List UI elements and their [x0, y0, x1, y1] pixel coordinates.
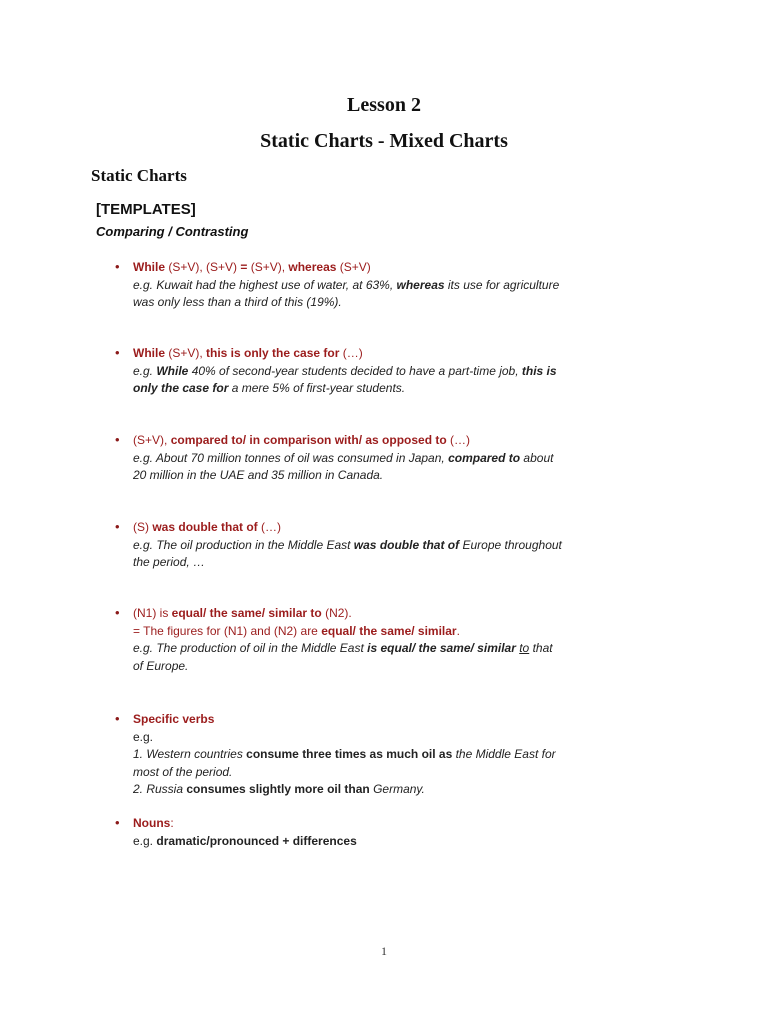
example-line	[133, 746, 595, 764]
example-line	[133, 623, 595, 641]
text-run: most of the period.	[133, 764, 233, 779]
text-run: (S+V),	[133, 433, 171, 447]
text-run: whereas	[396, 277, 445, 292]
text-run: While	[133, 260, 165, 274]
text-run: its use for agriculture	[444, 277, 560, 292]
text-run: dramatic/pronounced + differences	[156, 833, 357, 848]
template-body	[133, 711, 595, 799]
text-run: Nouns	[133, 816, 171, 830]
text-run: the Middle East for	[452, 747, 556, 761]
template-item-only-the-case-for	[115, 345, 595, 398]
bullet-icon: •	[115, 711, 120, 726]
text-run: While	[156, 363, 189, 378]
example-line	[133, 380, 595, 398]
text-run: 20 million in the UAE and 35 million in Canada.	[133, 468, 384, 482]
template-pattern	[133, 432, 595, 450]
example-line	[133, 294, 595, 312]
text-run: = The figures for (N1) and (N2) are	[133, 623, 322, 638]
template-item-double-that-of	[115, 519, 595, 572]
text-run: of Europe.	[133, 658, 189, 673]
bullet-icon: •	[115, 605, 120, 620]
text-run: is equal/ the same/ similar	[367, 641, 516, 655]
text-run: to	[519, 641, 530, 655]
text-run: .	[456, 623, 460, 638]
bullet-icon: •	[115, 815, 120, 830]
text-run: e.g.	[133, 833, 157, 848]
text-run: (…)	[257, 520, 282, 534]
text-run: 2. Russia	[133, 782, 187, 796]
example-line	[133, 833, 595, 851]
text-run: (S+V),	[165, 346, 207, 360]
example-line	[133, 658, 595, 676]
text-run: e.g. About 70 million tonnes of oil was consumed in Japan,	[133, 450, 449, 465]
template-pattern	[133, 711, 595, 729]
template-item-nouns	[115, 815, 595, 850]
template-body	[133, 519, 595, 572]
example-line	[133, 537, 595, 555]
text-run: equal/ the same/ similar to	[171, 606, 322, 620]
text-run: Germany.	[369, 782, 425, 796]
text-run: was only less than a third of this (19%).	[133, 295, 342, 309]
text-run: equal/ the same/ similar	[321, 623, 457, 638]
bullet-icon: •	[115, 259, 120, 274]
text-run: e.g.	[133, 363, 157, 378]
example-line	[133, 781, 595, 799]
example-line	[133, 277, 595, 295]
text-run: a mere 5% of first-year students.	[228, 381, 406, 395]
comparing-contrasting-subheading: Comparing / Contrasting	[96, 224, 249, 239]
template-item-while-whereas	[115, 259, 595, 312]
text-run: consumes slightly more oil than	[186, 782, 370, 796]
text-run: compared to/ in comparison with/ as opposed to	[170, 433, 447, 447]
bullet-icon: •	[115, 519, 120, 534]
text-run: (S+V), (S+V)	[165, 260, 241, 274]
text-run: this is	[521, 363, 557, 378]
text-run: (S)	[133, 520, 153, 534]
template-body	[133, 259, 595, 312]
example-line	[133, 640, 595, 658]
template-pattern	[133, 605, 595, 623]
text-run: consume three times as much oil as	[246, 747, 453, 761]
text-run: Specific verbs	[133, 712, 215, 726]
text-run: (S+V)	[336, 260, 371, 274]
text-run: whereas	[288, 260, 337, 274]
lesson-title: Lesson 2	[347, 94, 421, 116]
text-run: :	[170, 816, 174, 830]
text-run: 1. Western countries	[133, 747, 247, 761]
template-item-specific-verbs	[115, 711, 595, 799]
text-run: e.g.	[133, 729, 154, 744]
text-run: (N1) is	[133, 606, 172, 620]
text-run: this is only the case for	[206, 346, 340, 360]
text-run: (…)	[339, 346, 363, 360]
text-run: the period, …	[133, 555, 206, 569]
example-line	[133, 450, 595, 468]
example-line	[133, 467, 595, 485]
template-body	[133, 432, 595, 485]
text-run: While	[133, 346, 165, 360]
template-pattern	[133, 259, 595, 277]
text-run: only the case for	[133, 381, 229, 395]
template-body	[133, 345, 595, 398]
text-run: e.g. The production of oil in the Middle East	[133, 641, 368, 655]
page-number: 1	[381, 944, 387, 958]
text-run: (N2).	[321, 606, 352, 620]
document-title: Static Charts - Mixed Charts	[260, 130, 508, 152]
section-heading: Static Charts	[91, 166, 187, 185]
text-run: compared to	[448, 450, 521, 465]
template-pattern	[133, 519, 595, 537]
template-item-compared-to	[115, 432, 595, 485]
text-run: was double that of	[353, 537, 460, 552]
bullet-icon: •	[115, 345, 120, 360]
text-run: (S+V),	[247, 260, 289, 274]
templates-label: [TEMPLATES]	[96, 201, 196, 218]
text-run: (…)	[446, 433, 471, 447]
text-run: that	[529, 641, 553, 655]
example-line	[133, 554, 595, 572]
template-item-equal-same-similar	[115, 605, 595, 675]
text-run: e.g. The oil production in the Middle East	[133, 537, 354, 552]
text-run: e.g. Kuwait had the highest use of water, at 63%,	[133, 277, 397, 292]
text-run: about	[520, 450, 554, 465]
text-run: 40% of second-year students decided to have a part-time job,	[188, 363, 522, 378]
template-body	[133, 605, 595, 675]
text-run: Europe throughout	[459, 537, 562, 552]
template-body	[133, 815, 595, 850]
template-pattern	[133, 815, 595, 833]
template-pattern	[133, 345, 595, 363]
bullet-icon: •	[115, 432, 120, 447]
text-run: was double that of	[152, 520, 258, 534]
example-line	[133, 764, 595, 782]
example-line	[133, 363, 595, 381]
text-run: =	[240, 260, 248, 274]
example-line	[133, 729, 595, 747]
